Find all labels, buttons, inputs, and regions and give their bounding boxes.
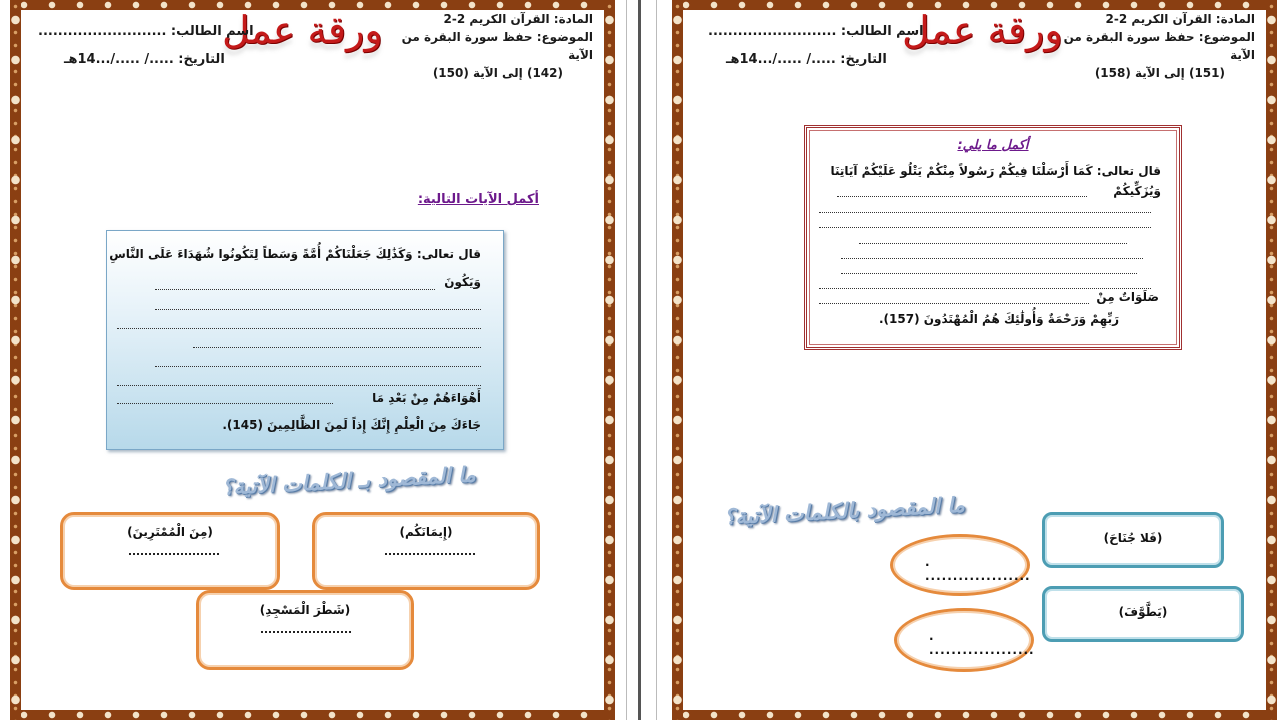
header-subject-block xyxy=(1035,10,1255,82)
verse-line: صَلَوَاتٌ مِنْ xyxy=(1096,290,1159,304)
word-label: (شَطْرَ الْمَسْجِدِ) xyxy=(259,603,351,617)
verse-completion-box xyxy=(804,125,1182,350)
student-name-field[interactable]: اسم الطالب: .......................... xyxy=(708,24,924,39)
worksheet-title: ورقة عمل xyxy=(902,8,1063,52)
verse-line: قال تعالى: كَمَا أَرْسَلْنَا فِيكُمْ رَسُولاً مِنْكُمْ يَتْلُو عَلَيْكُمْ آيَاتِنَا xyxy=(830,164,1161,178)
subject-label: المادة: القرآن الكريم 2-2 xyxy=(443,12,593,26)
word-answer-line[interactable] xyxy=(261,631,351,633)
answer-line[interactable] xyxy=(819,212,1151,213)
answer-line[interactable] xyxy=(117,328,481,329)
answer-oval-1[interactable] xyxy=(890,534,1030,596)
verse-completion-box xyxy=(106,230,504,450)
answer-line[interactable] xyxy=(155,289,435,290)
word-box-shatr-masjid xyxy=(196,590,414,670)
section-title-complete: أكمل ما يلي: xyxy=(957,138,1029,153)
answer-line[interactable] xyxy=(117,403,333,404)
answer-line[interactable] xyxy=(819,288,1151,289)
verse-line: وَيُزَكِّيكُمْ xyxy=(1113,184,1161,198)
decorative-border-right xyxy=(1266,0,1277,720)
word-label: (فَلا جُنَاحَ) xyxy=(1103,531,1163,545)
answer-line[interactable] xyxy=(819,227,1151,228)
answer-line[interactable] xyxy=(837,196,1087,197)
answer-line[interactable] xyxy=(841,258,1143,259)
answer-line[interactable] xyxy=(117,385,481,386)
word-box-mumtarin xyxy=(60,512,280,590)
verse-line: جَاءَكَ مِنَ الْعِلْمِ إِنَّكَ إِذاً لَمِنَ الظَّالِمِينَ (145). xyxy=(222,418,481,432)
word-box-imanakum xyxy=(312,512,540,590)
verse-line: أَهْوَاءَهُمْ مِنْ بَعْدِ مَا xyxy=(372,391,481,405)
answer-line[interactable] xyxy=(155,366,481,367)
answer-line[interactable] xyxy=(193,347,481,348)
word-answer-line[interactable] xyxy=(129,553,219,555)
page-divider xyxy=(638,0,641,720)
decorative-border-left xyxy=(672,0,683,720)
word-label: (يَطَّوَّفَ) xyxy=(1118,605,1168,619)
topic-range: (142) إلى الآية (150) xyxy=(432,66,563,80)
decorative-border-bottom xyxy=(10,710,615,720)
verse-line: قال تعالى: وَكَذَٰلِكَ جَعَلْنَاكُمْ أُمَّةً وَسَطاً لِتَكُونُوا شُهَدَاءَ عَلَى النَّاسِ xyxy=(109,247,481,261)
header-subject-block xyxy=(373,10,593,82)
question-heading-meanings: ما المقصود بـ الكلمات الآتية؟ xyxy=(221,461,477,500)
word-label: (مِنَ الْمُمْتَرِينَ) xyxy=(127,525,213,539)
oval-answer-placeholder: . ................... xyxy=(925,555,1031,583)
word-label: (إِيمَانَكُم) xyxy=(399,525,453,539)
worksheet-title: ورقة عمل xyxy=(222,8,383,52)
answer-line[interactable] xyxy=(819,303,1089,304)
word-box-fala-junah xyxy=(1042,512,1224,568)
answer-line[interactable] xyxy=(859,243,1127,244)
oval-answer-placeholder: . ................... xyxy=(929,629,1035,657)
verse-line: وَيَكُونَ xyxy=(444,275,481,289)
decorative-border-left xyxy=(10,0,21,720)
topic-label: الموضوع: حفظ سورة البقرة من الآية xyxy=(1063,30,1255,62)
page-edge xyxy=(626,0,627,720)
decorative-border-right xyxy=(604,0,615,720)
answer-line[interactable] xyxy=(841,273,1137,274)
decorative-border-bottom xyxy=(672,710,1277,720)
subject-label: المادة: القرآن الكريم 2-2 xyxy=(1105,12,1255,26)
student-name-field[interactable]: اسم الطالب: .......................... xyxy=(38,24,254,39)
question-heading-meanings: ما المقصود بالكلمات الآتية؟ xyxy=(723,491,966,530)
answer-line[interactable] xyxy=(155,309,481,310)
verse-line: رَبِّهِمْ وَرَحْمَةٌ وَأُولَٰئِكَ هُمُ الْمُهْتَدُونَ (157). xyxy=(878,312,1119,326)
section-title-complete-verses: أكمل الآيات التالية: xyxy=(417,192,539,207)
worksheet-left xyxy=(10,0,615,720)
answer-oval-2[interactable] xyxy=(894,608,1034,672)
date-field[interactable]: التاريخ: ...../ ...../...14هـ xyxy=(64,52,225,67)
worksheet-right xyxy=(672,0,1277,720)
topic-label: الموضوع: حفظ سورة البقرة من الآية xyxy=(401,30,593,62)
date-field[interactable]: التاريخ: ...../ ...../...14هـ xyxy=(726,52,887,67)
topic-range: (151) إلى الآية (158) xyxy=(1094,66,1225,80)
word-box-yattawwaf xyxy=(1042,586,1244,642)
word-answer-line[interactable] xyxy=(385,553,475,555)
page-edge xyxy=(656,0,657,720)
